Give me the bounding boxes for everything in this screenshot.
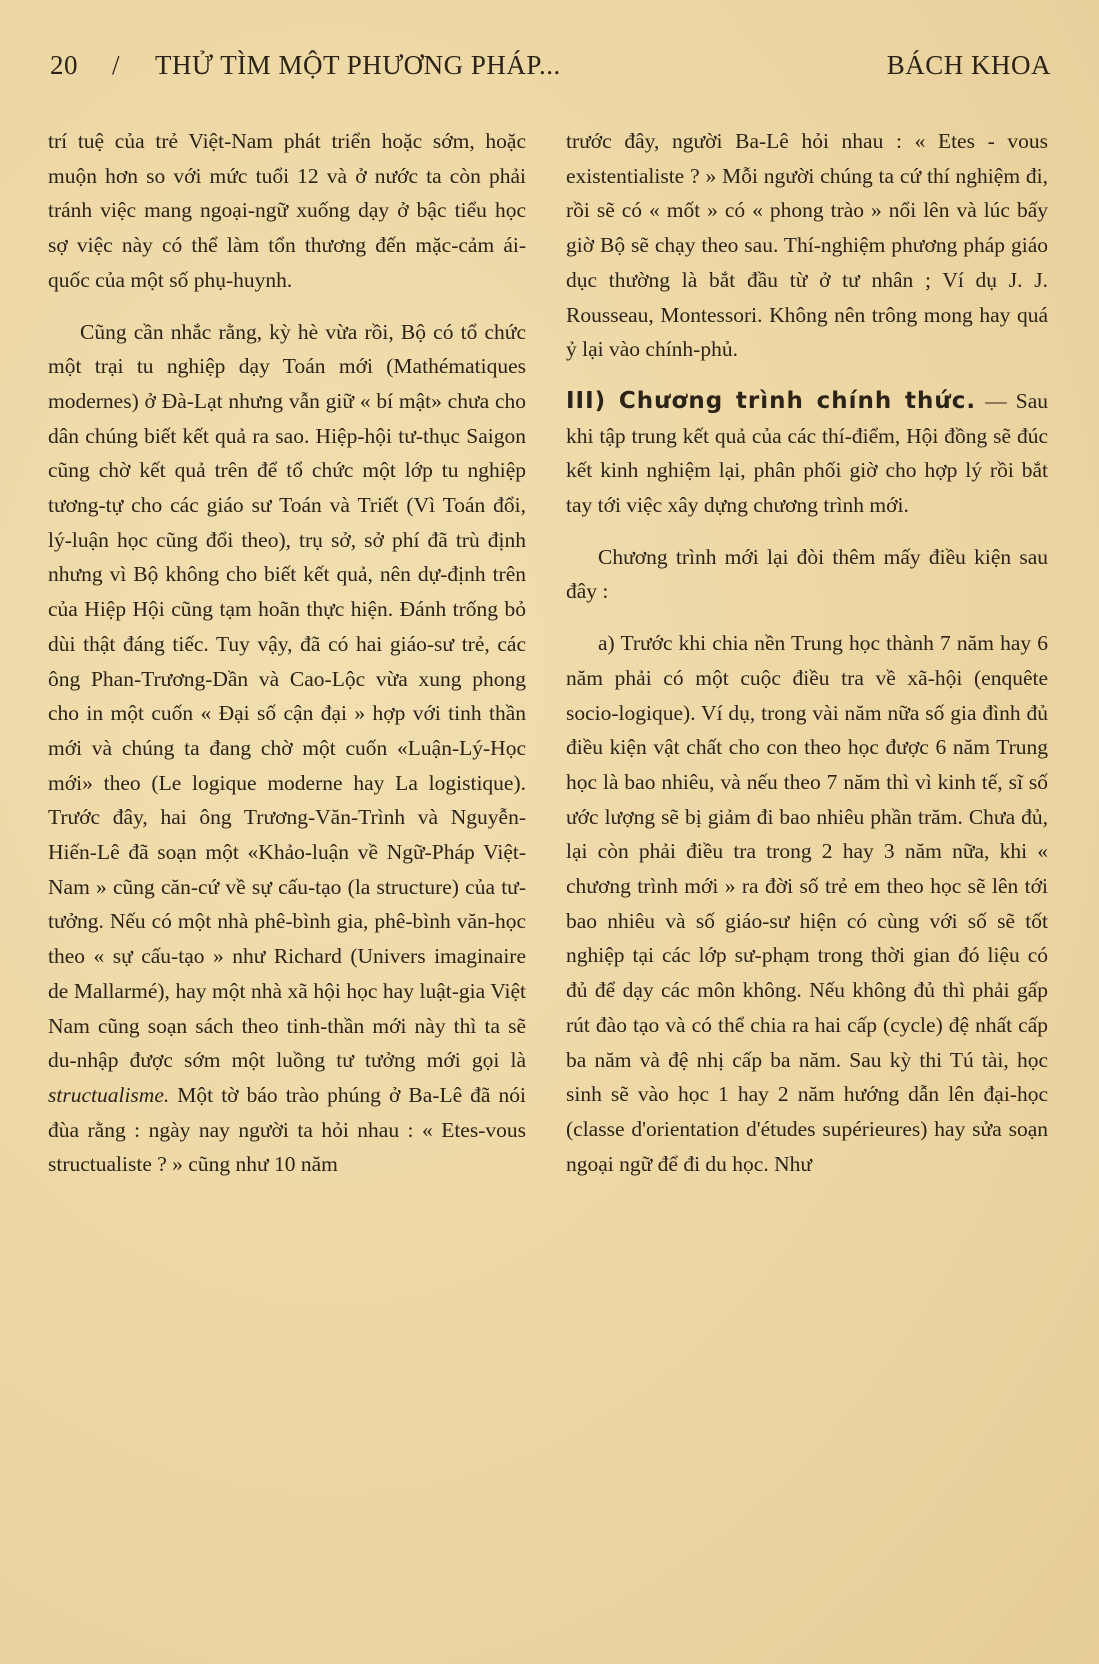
right-paragraph-3: Chương trình mới lại đòi thêm mấy điều kiện sau đây :: [566, 544, 1048, 604]
right-paragraph-4: a) Trước khi chia nền Trung học thành 7 năm hay 6 năm phải có một cuộc điều tra về xã-hội (enquête socio-logique). Ví dụ, trong vài năm nữa số gia đình đủ điều kiện vật chất cho con theo học được 6 năm Trung học là bao nhiêu, và nếu theo 7 năm thì vì kinh tế, sĩ số ước lượng sẽ bị giảm đi bao nhiêu phần trăm. Chưa đủ, lại còn phải điều tra trong 2 hay 3 năm nữa, khi « chương trình mới » ra đời số trẻ em theo học sẽ lên tới bao nhiêu và số giáo-sư hiện có cùng với số sẽ tốt nghiệp tại các lớp sư-phạm trong thời gian đó liệu có đủ để dạy các môn không. Nếu không đủ thì phải gấp rút đào tạo và có thể chia ra hai cấp (cycle) đệ nhất cấp ba năm và đệ nhị cấp ba năm. Sau kỳ thi Tú tài, học sinh sẽ vào học 1 hay 2 năm hướng dẫn lên đại-học (classe d'orientation d'études supérieures) hay sửa soạn ngoại ngữ để đi du học. Như: [566, 631, 1048, 1176]
left-paragraph-2-text: Cũng cần nhắc rằng, kỳ hè vừa rồi, Bộ có tổ chức một trại tu nghiệp dạy Toán mới (Mathématiques modernes) ở Đà-Lạt nhưng vẫn giữ « bí mật» chưa cho dân chúng biết kết quả ra sao. Hiệp-hội tư-thục Saigon cũng chờ kết quả trên để tổ chức một lớp tu nghiệp tương-tự cho các giáo sư Toán và Triết (Vì Toán đổi, lý-luận học cũng đổi theo), trụ sở, sở phí đã trù định nhưng vì Bộ không cho biết kết quả, nên dự-định trên của Hiệp Hội cũng tạm hoãn thực hiện. Đánh trống bỏ dùi thật đáng tiếc. Tuy vậy, đã có hai giáo-sư trẻ, các ông Phan-Trương-Dần và Cao-Lộc vừa xung phong cho in một cuốn « Đại số cận đại » hợp với tinh thần mới và chúng ta đang chờ một cuốn «Luận-Lý-Học mới» theo (Le logique moderne hay La logistique). Trước đây, hai ông Trương-Văn-Trình và Nguyễn-Hiến-Lê đã soạn một «Khảo-luận về Ngữ-Pháp Việt-Nam » cũng căn-cứ về sự cấu-tạo (la structure) của tư-tưởng. Nếu có một nhà phê-bình gia, phê-bình văn-học theo « sự cấu-tạo » như Richard (Univers imaginaire de Mallarmé), hay một nhà xã hội học hay luật-gia Việt Nam cũng soạn sách theo tinh-thần mới này thì ta sẽ du-nhập được sớm một luồng tư tưởng mới gọi là: [48, 319, 526, 1073]
section-heading: III) Chương trình chính thức.: [566, 387, 977, 414]
magazine-name: BÁCH KHOA: [886, 50, 1051, 80]
running-title: THỬ TÌM MỘT PHƯƠNG PHÁP...: [155, 50, 561, 80]
right-paragraph-1: trước đây, người Ba-Lê hỏi nhau : « Etes - vous existentialiste ? » Mỗi người chúng ta cứ thí nghiệm đi, rồi sẽ có « mốt » có « phong trào » nổi lên và lúc bấy giờ Bộ sẽ chạy theo sau. Thí-nghiệm phương pháp giáo dục thường là bắt đầu từ ở tư nhân ; Ví dụ J. J. Rousseau, Montessori. Không nên trông mong hay quá ỷ lại vào chính-phủ.: [566, 129, 1048, 362]
left-paragraph-1: trí tuệ của trẻ Việt-Nam phát triển hoặc sớm, hoặc muộn hơn so với mức tuổi 12 và ở nước ta còn phải tránh việc mang ngoại-ngữ xuống dạy ở bậc tiểu học sợ việc này có thể làm tổn thương đến mặc-cảm ái-quốc của một số phụ-huynh.: [48, 129, 526, 292]
left-paragraph-2: [48, 315, 526, 1183]
section-iii-text: — Sau khi tập trung kết quả của các thí-điểm, Hội đồng sẽ đúc kết kinh nghiệm lại, phân phối giờ cho hợp lý rồi bắt tay tới việc xây dựng chương trình mới.: [566, 388, 1049, 518]
right-column: [566, 124, 1048, 1181]
left-column: [48, 124, 526, 1182]
section-iii-paragraph: [566, 384, 1048, 523]
page-header: [50, 50, 1051, 90]
header-separator: /: [112, 50, 121, 80]
left-paragraph-2-end: Một tờ báo trào phúng ở Ba-Lê đã nói đùa rằng : ngày nay người ta hỏi nhau : « Etes-vous structualiste ? » cũng như 10 năm: [48, 1082, 526, 1177]
page-number: 20: [50, 50, 78, 80]
structualisme-term: structualisme.: [48, 1082, 170, 1107]
